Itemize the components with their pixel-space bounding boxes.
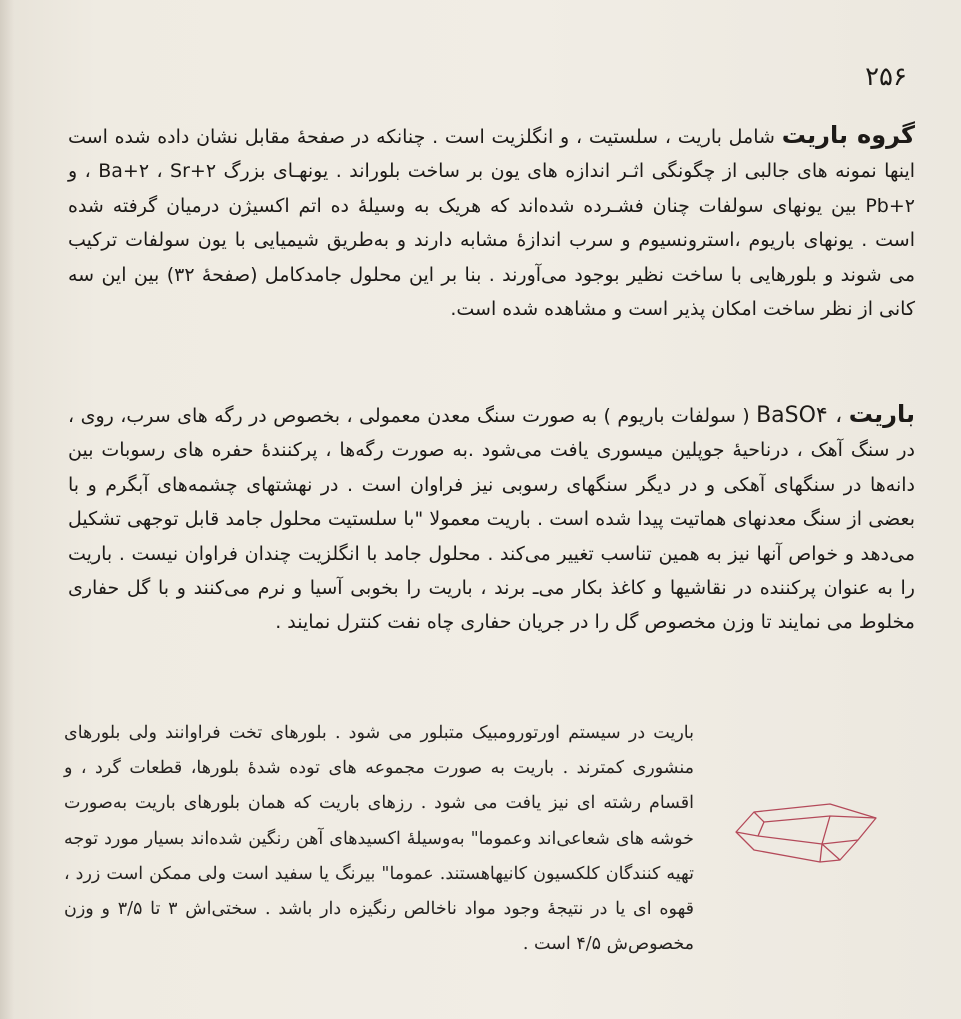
paragraph-barite-group [68, 118, 915, 326]
paragraph-barite-group-text: شامل باریت ، سلستیت ، و انگلزیت است . چنانکه در صفحهٔ مقابل نشان داده شده است اینها نمونه های جالبی از چگونگی اثـر اندازه های یون بر ساخت بلوراند . یونهـای بزرگ Ba+۲ ، Sr+۲ ، و Pb+۲ بین یونهای سولفات چنان فشـرده شده‌اند که هریک به وسیلهٔ ده اتم اکسیژن درمیان گرفته شده است . یونهای باریوم ،استرونسیوم و سرب اندازهٔ مشابه دارند و به‌طریق شیمیایی با یون سولفات ترکیب می شوند و بلورهایی با ساخت نظیر بوجود می‌آورند . بنا بر این محلول جامدکامل (صفحهٔ ۳۲) بین این سه کانی از نظر ساخت امکان پذیر است و مشاهده شده است. [68, 126, 916, 321]
paragraph-barite [68, 397, 915, 640]
paragraph-barite-text: ( سولفات باریوم ) به صورت سنگ معدن معمولی ، بخصوص در رگه های سرب، روی ، در سنگ آهک ، درناحیهٔ جوپلین میسوری یافت می‌شود .به صورت رگه‌ها ، پرکنندهٔ حفره های رسوبات بین دانه‌ها در سنگهای آهکی و در دیگر سنگهای رسوبی نیز فراوان است . در نهشتهای چشمه‌های آبگرم و با بعضی از سنگ معدنهای هماتیت پیدا شده است . باریت معمولا "با سلستیت محلول جامد قابل توجهی تشکیل می‌دهد و خواص آنها نیز به همین تناسب تغییر می‌کند . محلول جامد با انگلزیت چندان فراوان نیست . باریت را به عنوان پرکننده در نقاشیها و کاغذ بکار می‌ـ برند ، باریت را بخوبی آسیا و نرم می‌کنند و با گل حفاری مخلوط می نمایند تا وزن مخصوص گل را در جریان حفاری چاه نفت کنترل نمایند . [68, 405, 915, 634]
page-gutter-shadow [0, 0, 14, 1019]
formula-baso4: ، BaSO۴ [756, 403, 843, 428]
barite-crystal-icon [734, 800, 880, 864]
heading-barite: باریت [848, 400, 915, 428]
crystal-note: باریت در سیستم اورتورومبیک متبلور می شود . بلورهای تخت فراوانند ولی بلورهای منشوری کمترند . باریت به صورت مجموعه های توده شدهٔ بلورها، قطعات گرد ، و اقسام رشته ای نیز یافت می شود . رزهای باریت که همان بلورهای باریت به‌صورت خوشه های شعاعی‌اند وعموما" به‌وسیلهٔ اکسیدهای آهن رنگین شده‌اند بسیار مورد توجه تهیه کنندگان کلکسیون کانیهاهستند. عموما" بیرنگ یا سفید است ولی ممکن است زرد ، قهوه ای یا در نتیجهٔ وجود مواد ناخالص رنگیزه دار باشد . سختی‌اش ۳ تا ۳/۵ و وزن مخصوص‌ش ۴/۵ است . [64, 723, 694, 955]
heading-barite-group: گروه باریت [781, 121, 915, 149]
page-number: ۲۵۶ [865, 62, 907, 92]
